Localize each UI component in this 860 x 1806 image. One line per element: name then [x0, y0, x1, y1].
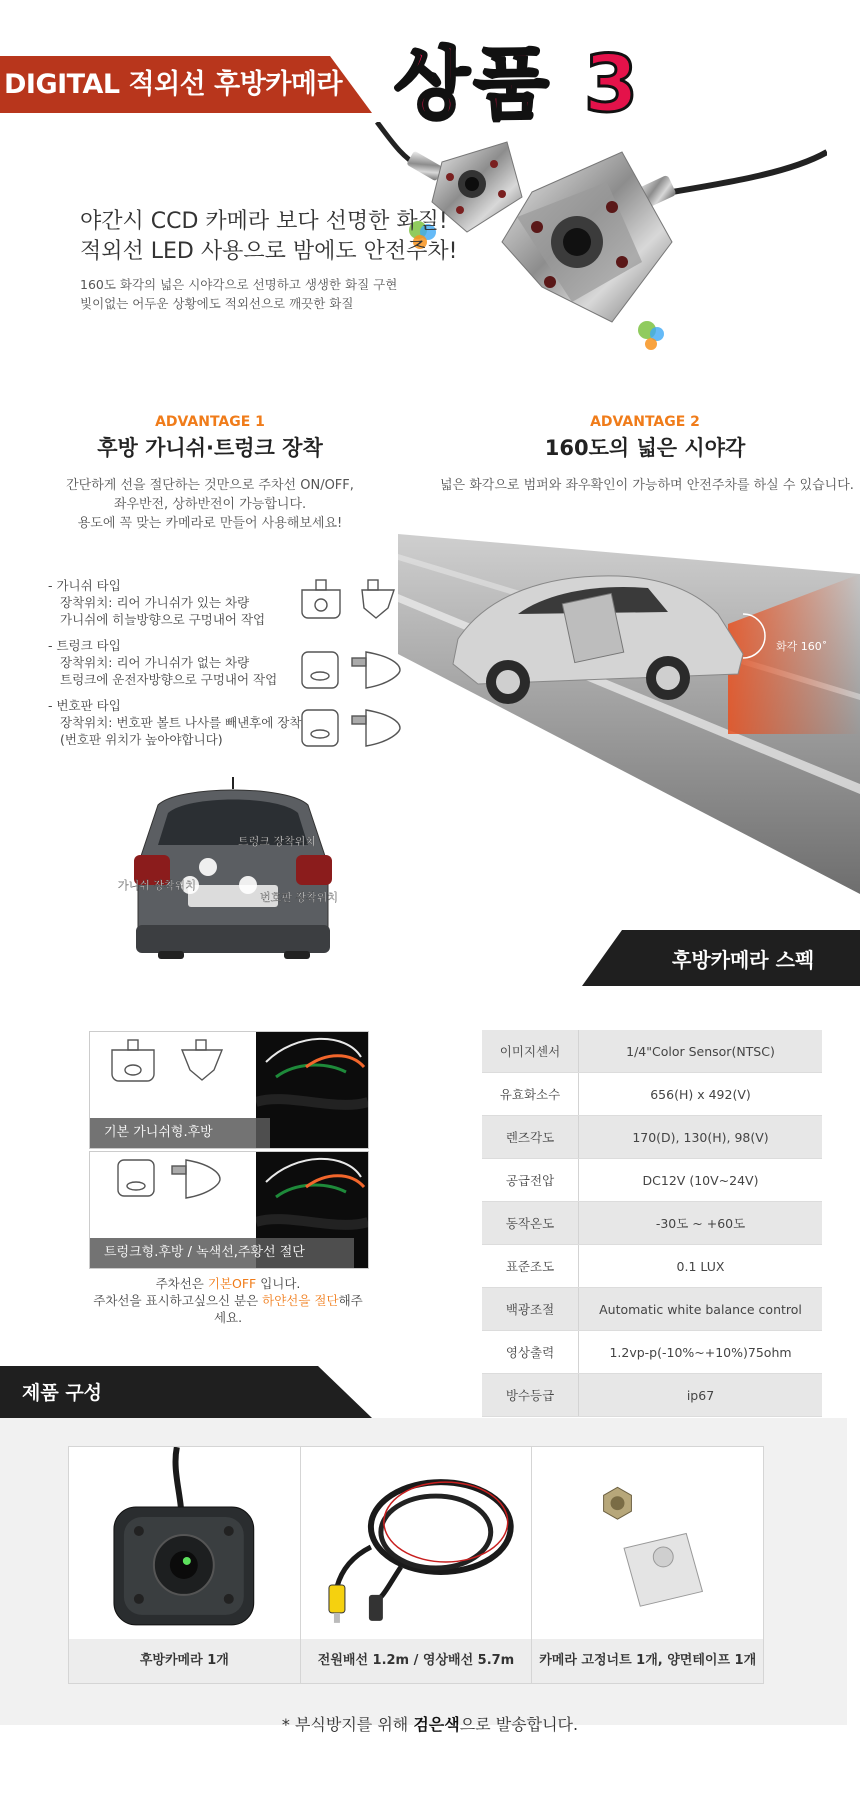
composition-item-cables — [301, 1447, 533, 1683]
suv-garnish-label: 가니쉬 장착위치 — [118, 879, 196, 892]
composition-item-label: 전원배선 1.2m / 영상배선 5.7m — [301, 1639, 532, 1683]
spec-row — [482, 1331, 822, 1374]
intro-headline — [80, 207, 457, 267]
spec-row — [482, 1030, 822, 1073]
spec-key: 유효화소수 — [482, 1073, 579, 1116]
wire-box-garnish — [89, 1031, 369, 1149]
spec-value: -30도 ~ +60도 — [579, 1202, 823, 1245]
spec-value: DC12V (10V~24V) — [579, 1159, 823, 1202]
rear-camera-icon — [69, 1447, 300, 1637]
garnish-front-icon — [316, 580, 326, 590]
spec-key: 영상출력 — [482, 1331, 579, 1374]
composition-item-camera — [69, 1447, 301, 1683]
spec-key: 표준조도 — [482, 1245, 579, 1288]
suv-plate-label: 번호판 장착위치 — [260, 891, 338, 904]
composition-grid — [68, 1446, 764, 1684]
spec-key: 동작온도 — [482, 1202, 579, 1245]
wire-photo — [256, 1032, 368, 1148]
composition-item-mount — [532, 1447, 763, 1683]
shipping-note-text: 으로 발송합니다. — [459, 1715, 579, 1734]
spec-key: 방수등급 — [482, 1374, 579, 1417]
product-number: 상품 3 — [394, 40, 643, 130]
composition-item-label: 후방카메라 1개 — [69, 1639, 300, 1683]
mount-type-detail: 가니쉬에 히늘방향으로 구멍내어 작업 — [60, 612, 266, 627]
note-text: 입니다. — [256, 1276, 301, 1291]
mount-type-detail: 장착위치: 번호판 볼트 나사를 빼낸후에 장착 — [60, 715, 302, 730]
spec-row — [482, 1116, 822, 1159]
mount-type-name: - 번호판 타입 — [48, 698, 121, 713]
intro-description — [80, 275, 397, 313]
mount-type-name: - 가니쉬 타입 — [48, 578, 121, 593]
spec-table — [482, 1030, 822, 1417]
spec-value: 1.2vp-p(-10%~+10%)75ohm — [579, 1331, 823, 1374]
garnish-camera-icon — [90, 1032, 256, 1118]
spec-key: 렌즈각도 — [482, 1116, 579, 1159]
note-highlight: 기본OFF — [207, 1276, 257, 1291]
car-view-angle-image — [398, 534, 860, 894]
trunk-front-icon — [302, 652, 338, 688]
spec-value: 170(D), 130(H), 98(V) — [579, 1116, 823, 1159]
mount-type-detail: 장착위치: 리어 가니쉬가 없는 차량 — [60, 655, 250, 670]
spec-row — [482, 1245, 822, 1288]
garnish-side-icon — [362, 590, 394, 618]
spec-value: 1/4"Color Sensor(NTSC) — [579, 1030, 823, 1073]
parking-note-line2 — [89, 1292, 367, 1326]
note-text: 주차선은 — [155, 1276, 208, 1291]
advantage-2-desc-line: 넓은 화각으로 범퍼와 좌우확인이 가능하며 안전주차를 하실 수 있습니다. — [440, 478, 854, 493]
plate-front-icon — [302, 710, 338, 746]
intro-headline-line1: 야간시 CCD 카메라 보다 선명한 화질! — [80, 209, 448, 234]
shipping-note-text: * 부식방지를 위해 — [281, 1715, 414, 1734]
advantage-1-label: ADVANTAGE 1 — [155, 414, 265, 430]
mount-type-detail: (번호판 위치가 높아야합니다) — [60, 732, 223, 747]
garnish-front-icon — [302, 590, 340, 618]
wire-box-caption: 기본 가니쉬형.후방 — [90, 1118, 270, 1148]
spec-value: ip67 — [579, 1374, 823, 1417]
spec-row — [482, 1288, 822, 1331]
view-angle-label: 화각 160˚ — [776, 640, 828, 653]
spec-header-title: 후방카메라 스펙 — [672, 948, 815, 972]
suv-trunk-label: 트렁크 장착위치 — [238, 835, 316, 848]
spec-row — [482, 1374, 822, 1417]
advantage-2-title: 160도의 넓은 시야각 — [544, 436, 746, 460]
nut-and-tape-icon — [532, 1447, 763, 1637]
note-text: 주차선을 표시하고싶으신 분은 — [93, 1293, 263, 1308]
mount-type-trunk — [48, 637, 301, 688]
advantage-1-desc — [60, 476, 360, 533]
composition-item-label: 카메라 고정너트 1개, 양면테이프 1개 — [532, 1639, 763, 1683]
cable-bundle-icon — [301, 1447, 532, 1637]
shipping-note — [0, 1712, 860, 1735]
mount-type-plate — [48, 697, 301, 748]
banner-title: DIGITAL 적외선 후방카메라 — [4, 69, 343, 100]
mount-type-detail: 장착위치: 리어 가니쉬가 있는 차량 — [60, 595, 250, 610]
trunk-camera-icon — [90, 1152, 256, 1238]
wire-box-trunk — [89, 1151, 369, 1269]
advantage-1-title: 후방 가니쉬·트렁크 장착 — [97, 436, 323, 460]
intro-desc-line1: 160도 화각의 넓은 시야각으로 선명하고 생생한 화질 구현 — [80, 277, 398, 292]
suv-rear-image — [118, 775, 348, 975]
spec-key: 이미지센서 — [482, 1030, 579, 1073]
spec-value: 656(H) x 492(V) — [579, 1073, 823, 1116]
spec-key: 백광조절 — [482, 1288, 579, 1331]
parking-note-line1 — [89, 1275, 367, 1292]
mount-type-detail: 트렁크에 운전자방향으로 구멍내어 작업 — [60, 672, 278, 687]
wire-box-caption: 트렁크형.후방 / 녹색선,주황선 절단 — [90, 1238, 354, 1268]
shipping-note-bold: 검은색 — [413, 1715, 460, 1734]
advantage-1 — [60, 414, 360, 533]
advantage-1-desc-line: 좌우반전, 상하반전이 가능합니다. — [113, 497, 307, 512]
mount-type-list — [48, 577, 301, 748]
spec-key: 공급전압 — [482, 1159, 579, 1202]
mount-type-diagrams — [296, 578, 406, 748]
note-text: 해주세요. — [213, 1293, 363, 1325]
composition-title: 제품 구성 — [22, 1382, 103, 1404]
note-highlight: 하얀선을 절단 — [262, 1293, 339, 1308]
mount-type-name: - 트렁크 타입 — [48, 638, 121, 653]
intro-desc-line2: 빛이없는 어두운 상황에도 적외선으로 깨끗한 화질 — [80, 296, 354, 311]
intro-headline-line2: 적외선 LED 사용으로 밤에도 안전주차! — [80, 239, 458, 264]
spec-row — [482, 1073, 822, 1116]
advantage-2-label: ADVANTAGE 2 — [590, 414, 700, 430]
spec-value: Automatic white balance control — [579, 1288, 823, 1331]
advantage-1-desc-line: 용도에 꼭 맞는 카메라로 만들어 사용해보세요! — [77, 516, 343, 531]
spec-value: 0.1 LUX — [579, 1245, 823, 1288]
spec-row — [482, 1202, 822, 1245]
spec-row — [482, 1159, 822, 1202]
advantage-2 — [440, 414, 854, 495]
plate-side-icon — [366, 710, 400, 746]
trunk-side-icon — [366, 652, 400, 688]
parking-line-note — [89, 1275, 367, 1326]
mount-type-garnish — [48, 577, 301, 628]
advantage-1-desc-line: 간단하게 선을 절단하는 것만으로 주차선 ON/OFF, — [66, 478, 354, 493]
advantage-2-desc — [440, 476, 854, 495]
